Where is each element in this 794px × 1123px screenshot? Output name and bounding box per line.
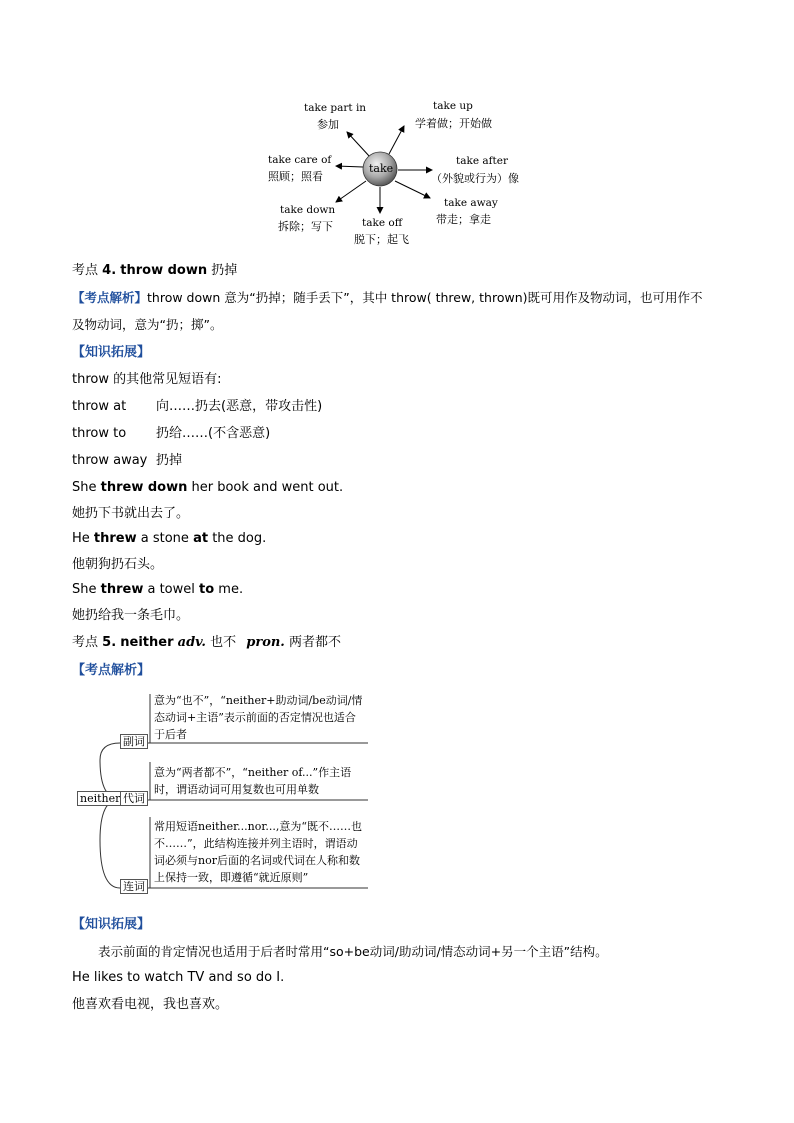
example2-part: He [72,531,94,546]
example2-part: a stone [136,531,194,546]
example3-cn: 她扔给我一条毛巾。 [72,608,190,623]
ext4-intro: throw 的其他常见短语有: [72,372,222,387]
spoke-take-after-en: take after [456,155,508,167]
example2-part: the dog. [208,531,267,546]
spoke-take-part-in-en: take part in [304,102,367,114]
point5-pos2: pron. [246,635,285,650]
branch-text-conjunction: 常用短语neither...nor...,意为“既不……也不……”，此结构连接并列主语时，谓语动词必须与nor后面的名词或代词在人称和数上保持一致，即遵循“就近原则” [154,820,363,884]
spoke-take-down-cn: 拆除；写下 [278,220,333,233]
point5-word: neither [120,635,174,650]
point4-meaning: 扔掉 [211,263,238,278]
analysis5-tag: 【考点解析】 [72,663,151,678]
branch-label-pronoun: 代词 [120,791,148,806]
spoke-take-after-cn: （外貌或行为）像 [431,172,519,185]
spoke-take-off-cn: 脱下；起飞 [354,233,409,246]
branch-text-pronoun: 意为“两者都不”，“neither of...”作主语时，谓语动词可用复数也可用单数 [154,766,352,796]
analysis4-tag: 【考点解析】 [72,290,148,305]
take-hub-label: take [369,162,394,175]
ext5-paragraph: 表示前面的肯定情况也适用于后者时常用“so+be动词/助动词/情态动词+另一个主语”结构。 [98,944,608,959]
phrase-throw-away-en: throw away [72,453,148,468]
phrase-throw-away-cn: 扔掉 [156,453,183,468]
spoke-take-care-of-en: take care of [268,154,332,166]
point5-prefix: 考点 [72,635,99,650]
example3-bold: to [199,582,215,597]
spoke-take-care-of-cn: 照顾；照看 [268,170,323,183]
spoke-take-away-en: take away [444,197,498,209]
spoke-take-up-cn: 学着做；开始做 [415,117,492,130]
branch-label-adverb: 副词 [120,734,148,749]
spoke-take-up-en: take up [433,100,473,112]
neither-root: neither [77,791,123,806]
analysis4-line2: 及物动词，意为“扔；掷”。 [72,317,223,332]
example3-part: a towel [143,582,199,597]
ext5-example-cn: 他喜欢看电视，我也喜欢。 [72,997,229,1012]
phrase-throw-at-en: throw at [72,399,127,414]
example2-bold: at [193,531,209,546]
example3-bold: threw [100,582,144,597]
example3-part: me. [214,582,244,597]
spoke-take-down-en: take down [280,204,336,216]
ext5-example-en: He likes to watch TV and so do I. [72,970,285,985]
point5-meaning2: 两者都不 [288,635,341,650]
example1-part: her book and went out. [187,480,344,495]
analysis4-text1: throw down 意为“扔掉；随手丢下”，其中 throw( threw, thrown)既可用作及物动词，也可用作不 [147,290,703,305]
point5-meaning1: 也不 [210,635,237,650]
example3-part: She [72,582,101,597]
spoke-take-part-in-cn: 参加 [317,118,339,131]
phrase-throw-to-cn: 扔给……(不含恶意) [156,426,271,441]
phrase-throw-at-cn: 向……扔去(恶意，带攻击性) [156,399,323,414]
spoke-take-off-en: take off [362,217,403,229]
point4-prefix: 考点 [72,263,99,278]
example1-part: She [72,480,101,495]
point4-phrase: throw down [120,263,208,278]
branch-text-adverb: 意为“也不”，“neither+助动词/be动词/情态动词+主语”表示前面的否定情况也适合于后者 [154,694,363,741]
branch-label-conjunction: 连词 [120,879,148,894]
ext4-tag: 【知识拓展】 [72,345,151,360]
point5-pos1: adv. [177,635,206,650]
example1-cn: 她扔下书就出去了。 [72,506,190,521]
phrase-throw-to-en: throw to [72,426,127,441]
example1-bold: threw down [100,480,188,495]
spoke-take-away-cn: 带走；拿走 [436,213,491,226]
ext5-tag: 【知识拓展】 [72,917,151,932]
example2-bold: threw [93,531,137,546]
point5-number: 5. [102,635,117,650]
point4-number: 4. [102,263,117,278]
example2-cn: 他朝狗扔石头。 [72,557,164,572]
